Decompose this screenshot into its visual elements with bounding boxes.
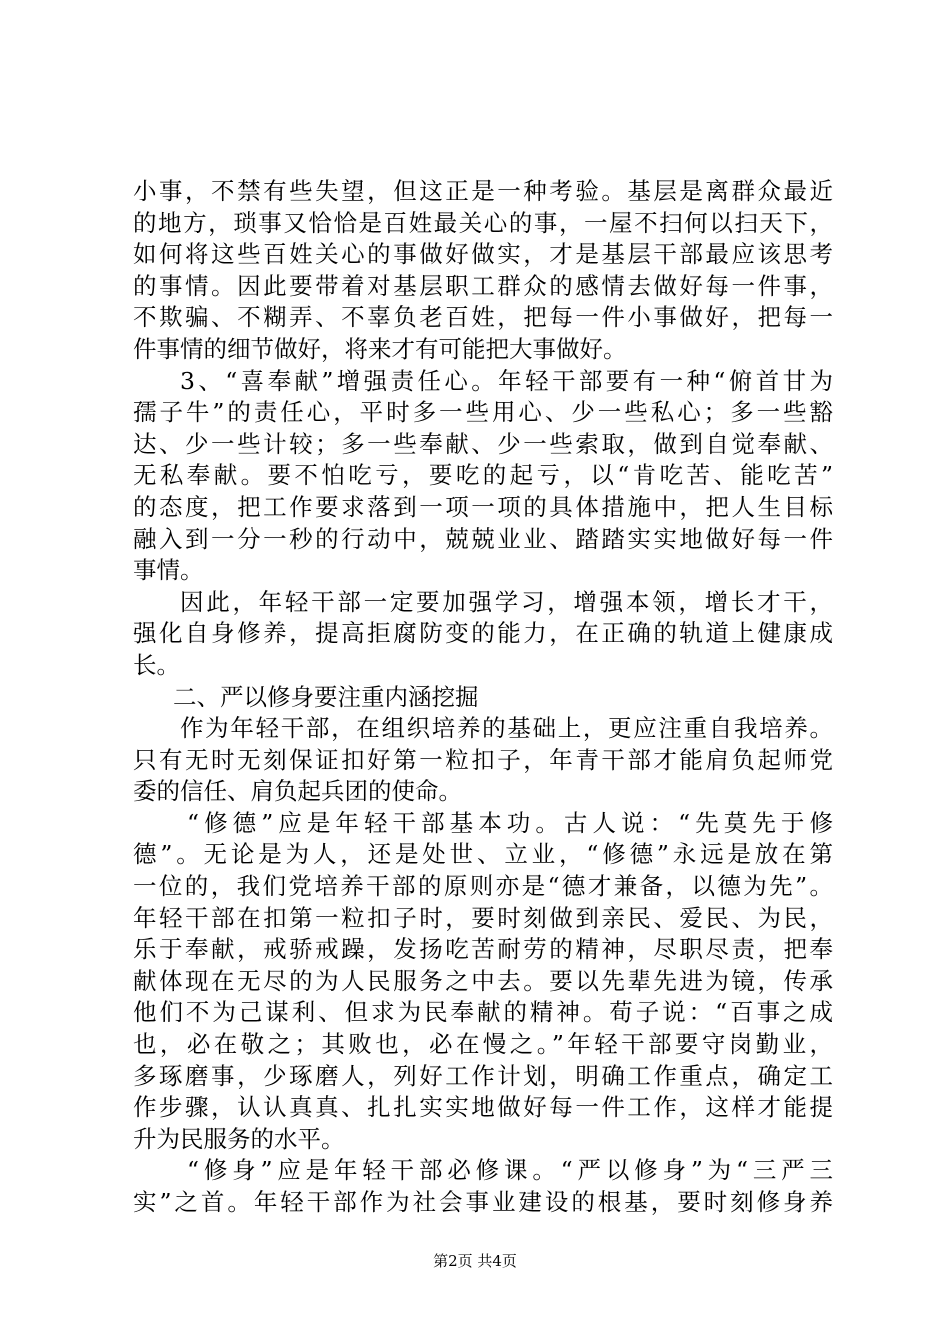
page-footer: 第2页 共4页 — [433, 1252, 517, 1270]
text-line: 事情。 — [133, 556, 204, 585]
text-line: 乐于奉献，戒骄戒躁，发扬吃苦耐劳的精神，尽职尽责，把奉 — [133, 935, 833, 964]
text-line: 升为民服务的水平。 — [133, 1124, 345, 1153]
text-line: 孺子牛”的责任心，平时多一些用心、少一些私心；多一些豁 — [133, 398, 833, 427]
text-line: 也，必在敬之；其败也，必在慢之。”年轻干部要守岗勤业， — [133, 1030, 833, 1059]
text-line: 委的信任、肩负起兵团的使命。 — [133, 777, 462, 806]
text-line: 强化自身修养，提高拒腐防变的能力，在正确的轨道上健康成 — [133, 619, 833, 648]
text-line: 无私奉献。要不怕吃亏，要吃的起亏，以“肯吃苦、能吃苦” — [133, 461, 833, 490]
text-line: 德”。无论是为人，还是处世、立业，“修德”永远是放在第 — [133, 840, 833, 869]
text-line: 多琢磨事，少琢磨人，列好工作计划，明确工作重点，确定工 — [133, 1061, 833, 1090]
text-line: 因此，年轻干部一定要加强学习，增强本领，增长才干， — [180, 587, 833, 616]
text-line: 的事情。因此要带着对基层职工群众的感情去做好每一件事， — [133, 271, 833, 300]
text-line: 的态度，把工作要求落到一项一项的具体措施中，把人生目标 — [133, 492, 833, 521]
document-body — [133, 176, 833, 1219]
text-line: “修德”应是年轻干部基本功。古人说：“先莫先于修 — [187, 808, 833, 837]
text-line: 达、少一些计较；多一些奉献、少一些索取，做到自觉奉献、 — [133, 429, 833, 458]
text-line: 作步骤，认认真真、扎扎实实地做好每一件工作，这样才能提 — [133, 1093, 833, 1122]
text-line: 一位的，我们党培养干部的原则亦是“德才兼备，以德为先”。 — [133, 872, 833, 901]
text-line: 件事情的细节做好，将来才有可能把大事做好。 — [133, 334, 627, 363]
text-line: 长。 — [133, 650, 180, 679]
text-line: 只有无时无刻保证扣好第一粒扣子，年青干部才能肩负起师党 — [133, 745, 833, 774]
text-line: 他们不为己谋利、但求为民奉献的精神。荀子说：“百事之成 — [133, 998, 833, 1027]
section-heading: 二、严以修身要注重内涵挖掘 — [173, 682, 479, 711]
text-line: 小事，不禁有些失望，但这正是一种考验。基层是离群众最近 — [133, 177, 833, 205]
text-line: 3、“喜奉献”增强责任心。年轻干部要有一种“俯首甘为 — [180, 366, 833, 395]
text-line: 作为年轻干部，在组织培养的基础上，更应注重自我培养。 — [180, 714, 833, 743]
text-line: 献体现在无尽的为人民服务之中去。要以先辈先进为镜，传承 — [133, 966, 833, 995]
text-line: 不欺骗、不糊弄、不辜负老百姓，把每一件小事做好，把每一 — [133, 303, 833, 332]
text-line: 的地方，琐事又恰恰是百姓最关心的事，一屋不扫何以扫天下， — [133, 208, 833, 237]
text-line: 融入到一分一秒的行动中，兢兢业业、踏踏实实地做好每一件 — [133, 524, 833, 553]
text-line: 实”之首。年轻干部作为社会事业建设的根基，要时刻修身养 — [133, 1188, 833, 1216]
text-line: 如何将这些百姓关心的事做好做实，才是基层干部最应该思考 — [133, 240, 833, 269]
text-line: “修身”应是年轻干部必修课。“严以修身”为“三严三 — [187, 1156, 833, 1185]
text-line: 年轻干部在扣第一粒扣子时，要时刻做到亲民、爱民、为民， — [133, 903, 833, 932]
